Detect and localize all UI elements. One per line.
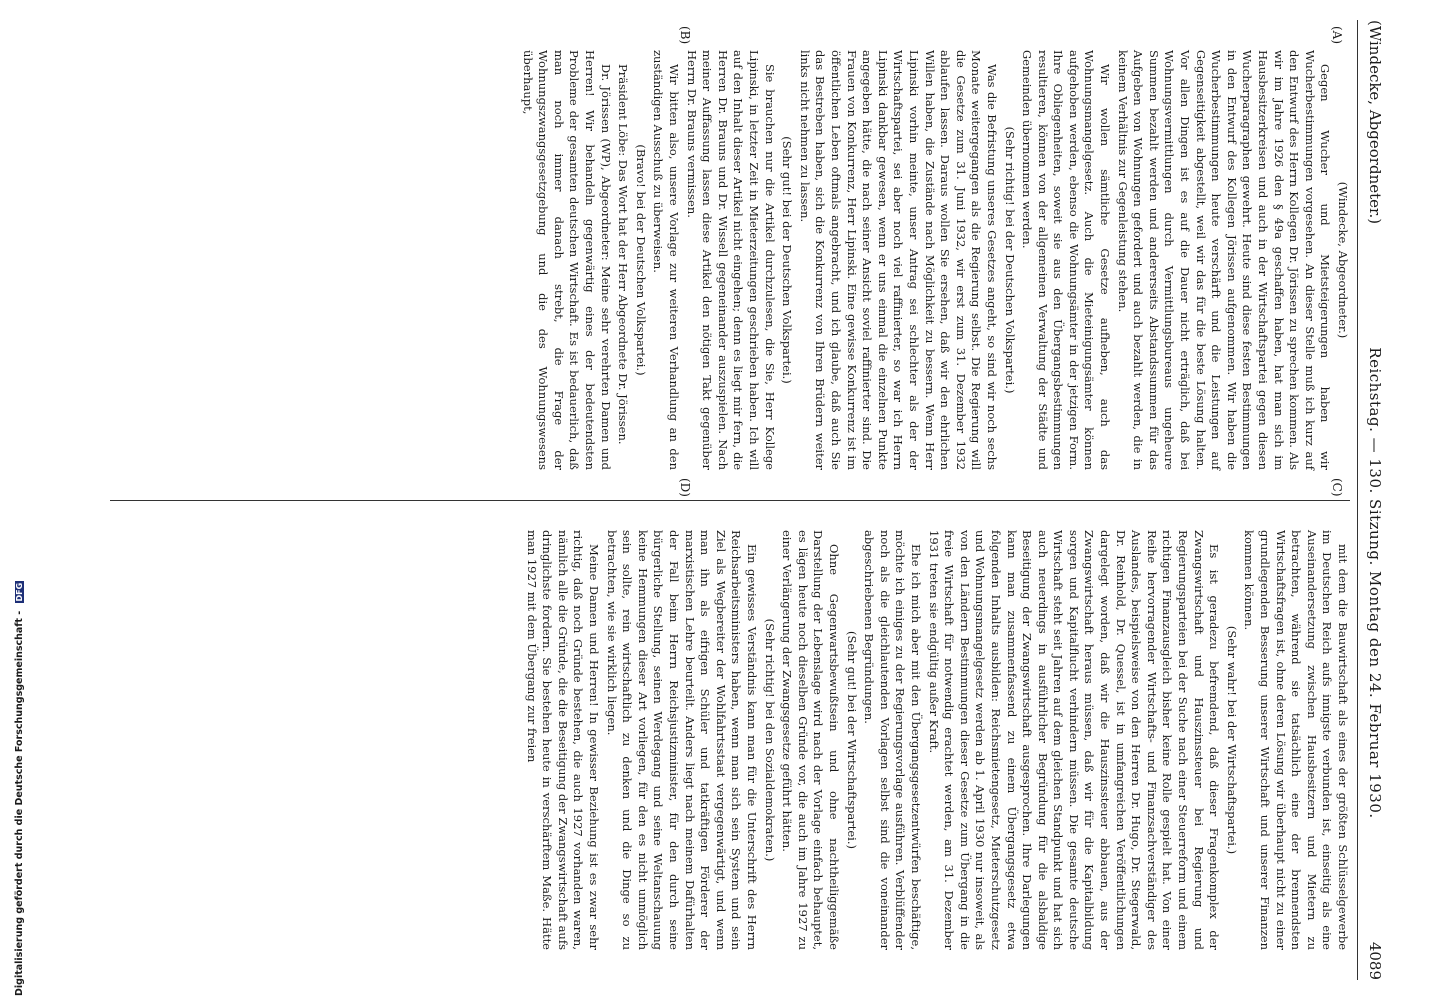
side-note-text: Digitalisierung gefördert durch die Deutsche Forschungsgemeinschaft -	[14, 610, 25, 996]
speaker-label: (Windecke, Abgeordneter.)	[1336, 181, 1350, 339]
interjection: (Sehr gut! bei der Deutschen Volkspartei.)	[780, 136, 795, 384]
page-header	[1358, 20, 1392, 980]
left-column	[517, 50, 1350, 470]
paragraph: Wir bitten also, unsere Vorlage zur weiteren Verhandlung an den zuständigen Ausschuß zu überweisen.	[651, 50, 682, 470]
paragraph: Wir wollen sämtliche Gesetze aufheben, auch das Wohnungsmangelgesetz. Auch die Mieteinigungsämter können aufgehoben werden, ebenso die Wohnungsämter in der jetzigen Form. Ihre Obliegenheiten, soweit sie aus den Übergangsbestimmungen resultieren, können von der allgemeinen Verwaltung der Städte und Gemeinden übernommen werden.	[1020, 50, 1113, 470]
header-rule	[1357, 20, 1358, 980]
paragraph: Dr. Jörissen (WP), Abgeordneter: Meine sehr verehrten Damen und Herren! Wir behandeln gegenwärtig eines der bedeutendsten Probleme der gesamten deutschen Wirtschaft. Es ist bedauerlich, daß man noch immer danach strebt, die Frage der Wohnungszwangsgesetzgebung und die des Wohnungswesens überhaupt,	[520, 50, 613, 470]
margin-marker-a: (A)	[1330, 26, 1344, 45]
paragraph: mit dem die Bauwirtschaft als eines der größten Schlüsselgewerbe im Deutschen Reich aufs innigste verbunden ist, einseitig als eine Auseinandersetzung zwischen Hausbesitzern und Mietern zu betrachten, während sie tatsächlich eine der brennendsten Wirtschaftsfragen ist, ohne deren Lösung wir überhaupt nicht zu einer grundlegenden Besserung unserer Wirtschaft und unserer Finanzen kommen können.	[1242, 530, 1350, 950]
right-column	[521, 530, 1350, 950]
side-note	[2, 0, 25, 1000]
paragraph: Ehe ich mich aber mit den Übergangsgesetzentwürfen beschäftige, möchte ich einiges zu der Regierungsvorlage ausführen. Verblüffender noch als die gleichlautenden Vorlagen selbst sind die voneinander abgeschriebenen Begründungen.	[862, 530, 923, 950]
interjection: (Sehr gut! bei der Wirtschaftspartei.)	[844, 631, 859, 849]
margin-marker-c: (C)	[1330, 478, 1344, 497]
header-left: (Windecke, Abgeordneter.)	[1366, 20, 1384, 225]
margin-marker-b: (B)	[678, 26, 692, 45]
interjection: (Sehr richtig! bei den Sozialdemokraten.)	[762, 618, 777, 862]
paragraph: Meine Damen und Herren! In gewisser Beziehung ist es zwar sehr richtig, daß noch Gründe bestehen, die auch 1927 vorhanden waren, nämlich alle die Gründe, die die Beseitigung der Zwangswirtschaft aufs dringlichste fordern. Sie bestehen heute in verschärftem Maße. Hätte man 1927 mit dem Übergang zur freien	[524, 530, 602, 950]
paragraph: Sie brauchen nur die Artikel durchzulesen, die Sie, Herr Kollege Lipinski, in letzter Zeit in Mieterzeitungen geschrieben haben. Ich will auf den Inhalt dieser Artikel nicht eingehen; denn es liegt mir fern, die Herren Dr. Brauns und Dr. Wissell gegeneinander auszuspielen. Nach meiner Auffassung lassen diese Artikel den nötigen Takt gegenüber Herrn Dr. Brauns vermissen.	[684, 50, 777, 470]
dfg-logo: DFG	[15, 582, 24, 602]
header-title: Reichstag. — 130. Sitzung. Montag den 24. Februar 1930.	[1366, 347, 1384, 819]
page-number: 4089	[1366, 941, 1384, 980]
column-rule	[110, 500, 1350, 501]
paragraph: Was die Befristung unseres Gesetzes angeht, so sind wir noch sechs Monate weitergegangen als die Regierung selbst. Die Regierung will die Gesetze zum 31. Juni 1932, wir erst zum 31. Dezember 1932 ablaufen lassen. Daraus wollen Sie ersehen, daß wir den ehrlichen Willen haben, die Zustände nach Möglichkeit zu bessern. Wenn Herr Lipinski vorhin meinte, unser Antrag sei schlechter als der der Wirtschaftspartei, sei aber noch viel raffinierter, so war ich Herrn Lipinski dankbar gewesen, wenn er uns einmal die einzelnen Punkte angegeben hätte, die nach seiner Ansicht soviel raffinierter sind. Die Frauen von Konkurrenz, Herr Lipinski. Eine gewisse Konkurrenz ist im öffentlichen Leben oftmals angebracht, und ich glaube, daß auch Sie das Bestreben haben, sich die Konkurrenz von Ihren Brüdern weiter links nicht nehmen zu lassen.	[797, 50, 999, 470]
interjection: (Bravo! bei der Deutschen Volkspartei.)	[633, 144, 648, 376]
paragraph: Ein gewisses Verständnis kann man für die Unterschrift des Herrn Reichsarbeitsministers haben, wenn man sich sein System und sein Ziel als Wegbereiter der Wohlfahrtsstaat vergegenwärtigt, und wenn man ihn als eifrigen Schüler und tatkräftigen Förderer der marxistischen Lehre beurteilt. Anders liegt nach meinem Dafürhalten der Fall beim Herrn Reichsjustizminister, für den durch seine bürgerliche Stellung, seinen Werdegang und seine Weltanschauung keine Hemmungen dieser Art vorliegen, für den es nicht unmöglich sein sollte, rein wirtschaftlich zu denken und die Dinge so zu betrachten, wie sie wirklich liegen.	[604, 530, 760, 950]
paragraph: Es ist geradezu befremdend, daß dieser Fragenkomplex der Zwangswirtschaft und Hauszinssteuer bei Regierung und Regierungsparteien bei der Suche nach einer Steuerreform und einem richtigen Finanzausgleich bisher keine Rolle gespielt hat. Von einer Reihe hervorragender Wirtschafts- und Finanzsachverständiger des Auslandes, beispielsweise von den Herren Dr. Hugo, Dr. Stegerwald, Dr. Reinhold, Dr. Quessel, ist in umfangreichen Veröffentlichungen dargelegt worden, daß wir die Hauszinssteuer abbauen, aus der Zwangswirtschaft heraus müssen, daß wir für die Kapitalbildung sorgen und Kapitalflucht verhindern müssen. Die gesamte deutsche Wirtschaft steht seit Jahren auf dem gleichen Standpunkt und hat sich auch neuerdings in ausführlicher Begründung für die alsbaldige Beseitigung der Zwangswirtschaft ausgesprochen. Ihre Darlegungen kann man zusammenfassend zu einem Übergangsgesetz etwa folgenden Inhalts ausbilden: Reichsmietengesetz, Mieterschutzgesetz und Wohnungsmangelgesetz werden ab 1. April 1930 nur insoweit, als von den Ländern Bestimmungen dieser Gesetze zum Übergang in die freie Wirtschaft für notwendig erachtet werden, am 31. Dezember 1931 treten sie endgültig außer Kraft.	[926, 530, 1222, 950]
interjection: (Sehr wahr! bei der Wirtschaftspartei.)	[1224, 625, 1239, 855]
paragraph: Präsident Löbe: Das Wort hat der Herr Abgeordnete Dr. Jörissen.	[616, 64, 631, 445]
interjection: (Sehr richtig! bei der Deutschen Volkspartei.)	[1002, 126, 1017, 394]
margin-marker-d: (D)	[678, 478, 692, 497]
rotated-document	[80, 20, 1392, 980]
paragraph: Ohne Gegenwartsbewußtsein und ohne nachtheiliggemäße Darstellung der Lebenslage wird nach der Vorlage einfach behauptet, es lägen heute noch dieselben Gründe vor, die auch im Jahre 1927 zu einer Verlängerung der Zwangsgesetze geführt hätten.	[780, 530, 841, 950]
paragraph: Gegen Wucher und Mietsteigerungen haben wir Wucherbestimmungen vorgesehen. An dieser Stelle muß ich kurz auf den Entwurf des Herrn Kollegen Dr. Jörissen zu sprechen kommen. Als wir im Jahre 1926 den § 49a geschaffen haben, hat man sich im Hausbesitzerkreisen und auch in der Wirtschaftspartei gegen diesen Wucherparagraphen gewehrt. Heute sind diese festen Bestimmungen in den Entwurf des Kollegen Jörissen aufgenommen. Wir haben die Wucherbestimmungen heute verschärft und die Leistungen auf Gegenseitigkeit abgestellt, weil wir das für die beste Lösung halten. Vor allen Dingen ist es auf die Dauer nicht erträglich, daß bei Wohnungsvermittlungen durch Vermittlungsbureaus ungeheure Summen bezahlt werden und andererseits Abstandssummen für das Aufgeben von Wohnungen gefordert und auch bezahlt werden, die in keinem Verhältnis zur Gegenleistung stehen.	[1115, 50, 1333, 470]
